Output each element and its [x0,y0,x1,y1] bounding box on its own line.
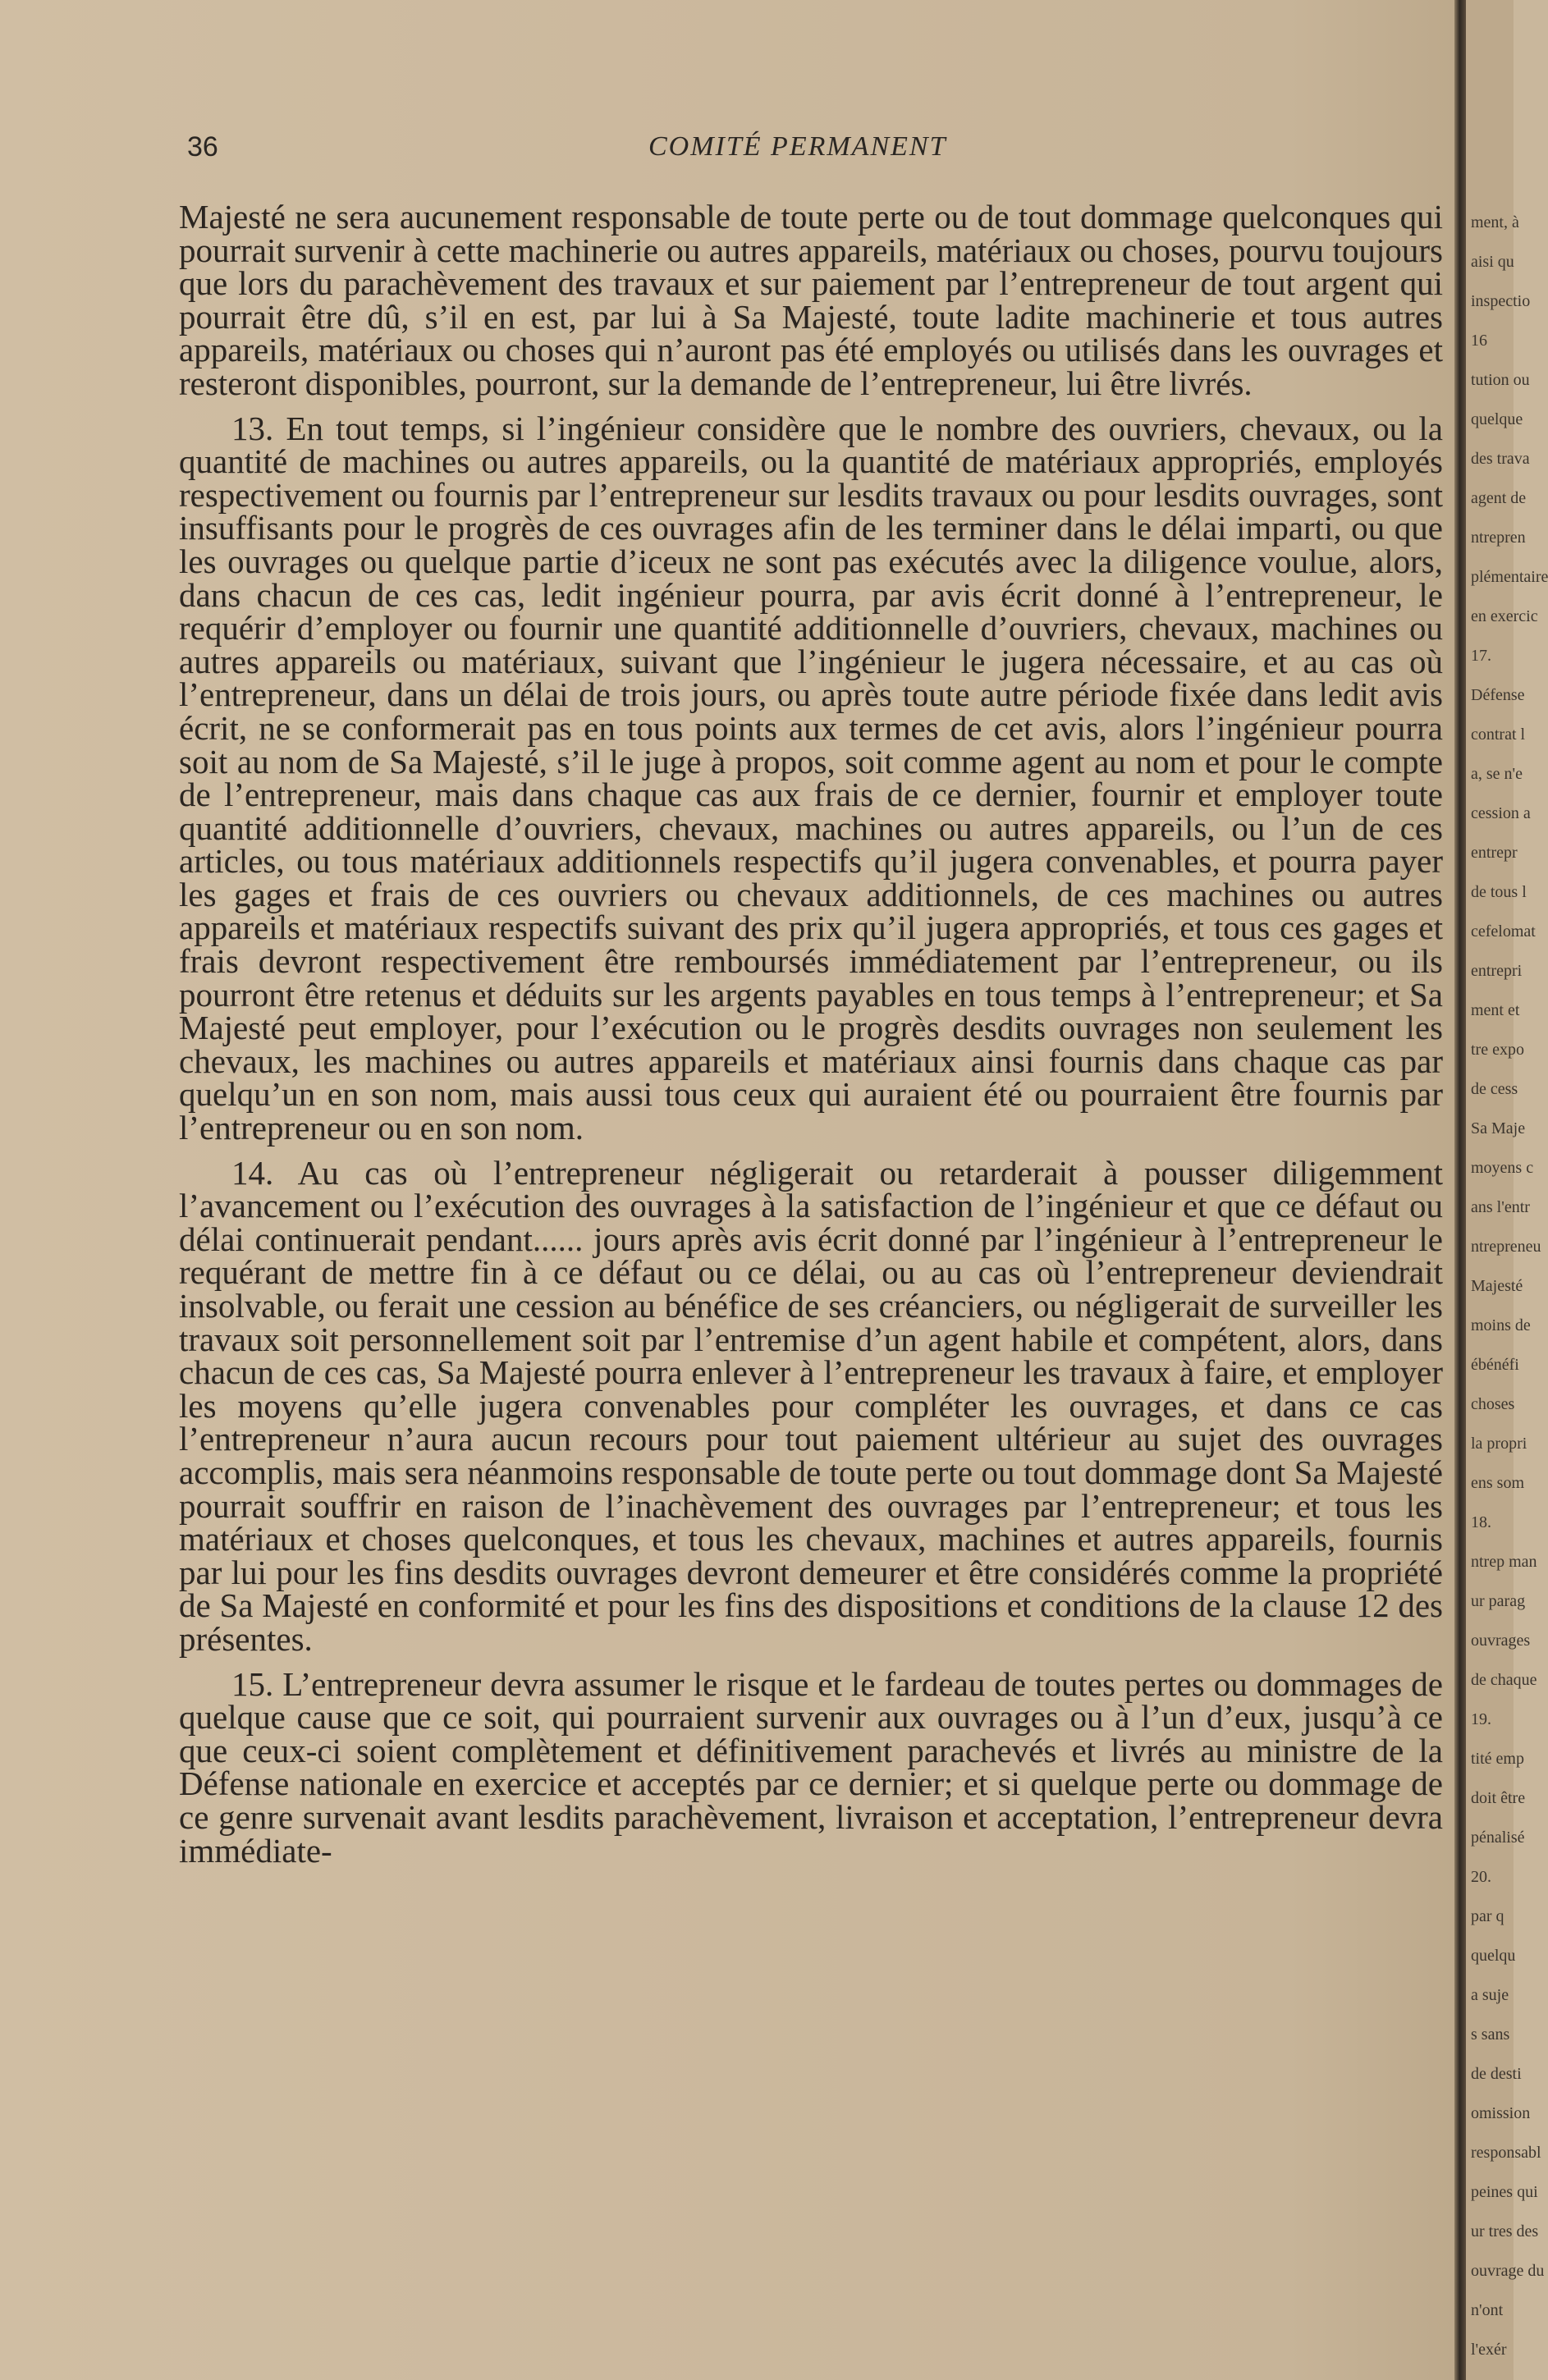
adjacent-page-fragment: ens som [1471,1474,1524,1492]
adjacent-page-fragment: ntrep man [1471,1553,1537,1571]
adjacent-page-fragment: ment, à [1471,213,1519,231]
adjacent-page-fragment: de cess [1471,1080,1518,1098]
adjacent-page-fragment: plémentaire [1471,568,1548,586]
adjacent-page-fragment: quelque [1471,410,1523,428]
adjacent-page-fragment: omission [1471,2104,1531,2122]
adjacent-page-fragment: ouvrages [1471,1632,1531,1650]
paragraph-clause-13: 13. En tout temps, si l’ingénieur considère que le nombre des ouvriers, chevaux, ou la quantité de machines ou autres appareils, ou la quantité de matériaux appropriés, employés respectivement ou fournis par l’entrepreneur sur lesdits travaux ou pour lesdits ouvrages, sont insuffisants pour le progrès de ces ouvrages afin de les terminer dans le délai imparti, ou que les ouvrages ou quelque partie d’iceux ne sont pas exécutés avec la diligence voulue, alors, dans chacun de ces cas, ledit ingénieur pourra, par avis écrit donné à l’entrepreneur, le requérir d’employer ou fournir une quantité additionnelle d’ouvriers, chevaux, machines ou autres appareils ou matériaux, suivant que l’ingénieur le jugera nécessaire, et au cas où l’entrepreneur, dans un délai de trois jours, ou après toute autre période fixée dans ledit avis écrit, ne se conformerait pas en tous points aux termes de cet avis, alors l’ingénieur pourra soit au nom de Sa Majesté, s’il le juge à propos, soit comme agent au nom et pour le compte de l’entrepreneur, mais dans chaque cas aux frais de ce dernier, fournir et employer toute quantité additionnelle d’ouvriers, chevaux, machines ou autres appareils, ou l’un de ces articles, ou tous matériaux additionnels respectifs qu’il jugera convenables, et pourra payer les gages et frais de ces ouvriers ou chevaux additionnels, de ces machines ou autres appareils et matériaux respectifs suivant des prix qu’il jugera appropriés, et tous ces gages et frais devront respectivement être remboursés immédiatement par l’entrepreneur, ou ils pourront être retenus et déduits sur les argents payables en tous temps à l’entrepreneur; et Sa Majesté peut employer, pour l’exécution ou le progrès desdits ouvrages non seulement les chevaux, les machines ou autres appareils et matériaux ainsi fournis dans chaque cas par quelqu’un en son nom, mais aussi tous ceux qui auraient été ou pourraient être fournis par l’entrepreneur ou en son nom. [179,409,1443,1147]
adjacent-page-fragment: en exercic [1471,607,1538,625]
adjacent-page-fragment: ébénéfi [1471,1356,1519,1374]
adjacent-page-fragment: s sans [1471,2025,1510,2044]
adjacent-page-fragment: cefelomat [1471,922,1536,941]
adjacent-page-fragment: ment et [1471,1001,1520,1019]
adjacent-page-fragment: de chaque [1471,1671,1537,1689]
adjacent-page-fragment: moyens c [1471,1159,1534,1177]
adjacent-page-fragment: a, se n'e [1471,765,1523,783]
adjacent-page-fragment: tre expo [1471,1041,1524,1059]
adjacent-page-fragment: 19. [1471,1710,1491,1728]
adjacent-page-fragment: inspectio [1471,292,1531,310]
paragraph-clause-14: 14. Au cas où l’entrepreneur négligerait ou retarderait à pousser diligemment l’avancement ou l’exécution des ouvrages à la satisfaction de l’ingénieur et que ce défaut ou délai continuerait pendant...... jours après avis écrit donné par l’ingénieur à l’entrepreneur le requérant de mettre fin à ce défaut ou ce délai, ou au cas où l’entrepreneur deviendrait insolvable, ou ferait une cession au bénéfice de ses créanciers, ou négligerait de surveiller les travaux soit personnellement soit par l’entremise d’un agent habile et compétent, alors, dans chacun de ces cas, Sa Majesté pourra enlever à l’entrepreneur les travaux à faire, et employer les moyens qu’elle jugera convenables pour compléter les ouvrages, et dans ce cas l’entrepreneur n’aura aucun recours pour tout paiement ultérieur au sujet des ouvrages accomplis, mais sera néanmoins responsable de toute perte ou tout dommage dont Sa Majesté pourrait souffrir en raison de l’inachèvement des ouvrages par l’entrepreneur; et tous les matériaux et choses quelconques, et tous les chevaux, machines et autres appareils, fournis par lui pour les fins desdits ouvrages devront demeurer et être considérés comme la propriété de Sa Majesté en conformité et pour les fins des dispositions et conditions de la clause 12 des présentes. [179,1153,1443,1658]
adjacent-page-fragment: choses [1471,1395,1515,1413]
adjacent-page-fragment: entrepri [1471,962,1523,980]
adjacent-page-fragment: de tous l [1471,883,1527,901]
adjacent-page-fragment: moins de [1471,1316,1531,1334]
book-spine-shadow [1454,0,1466,2380]
adjacent-page-fragment: ans l'entr [1471,1198,1530,1216]
page-header [0,131,1454,164]
adjacent-page-fragment: ur parag [1471,1592,1526,1610]
adjacent-page-fragment: 16 [1471,332,1487,350]
adjacent-page-fragment: agent de [1471,489,1527,507]
adjacent-page-edge [1466,0,1548,2380]
adjacent-page-fragment: Défense [1471,686,1525,704]
adjacent-page-fragment: Majesté [1471,1277,1523,1295]
adjacent-page-fragment: Sa Maje [1471,1119,1526,1137]
running-head: COMITÉ PERMANENT [648,131,947,162]
adjacent-page-fragment: la propri [1471,1435,1527,1453]
adjacent-page-fragment: doit être [1471,1789,1526,1807]
adjacent-page-fragment: ntrepren [1471,529,1526,547]
adjacent-page-fragment: peines qui [1471,2183,1538,2201]
adjacent-page-fragment: tution ou [1471,371,1530,389]
adjacent-page-fragment: a suje [1471,1986,1509,2004]
adjacent-page-fragment: ntrepreneu [1471,1238,1541,1256]
adjacent-page-fragment: quelqu [1471,1947,1516,1965]
body-text [179,200,1443,1879]
adjacent-page-fragment: ouvrage du [1471,2262,1545,2280]
adjacent-page-fragment: 17. [1471,647,1491,665]
adjacent-page-fragment: contrat l [1471,725,1526,744]
paragraph-continuation: Majesté ne sera aucunement responsable de toute perte ou de tout dommage quelconques qui pourrait survenir à cette machinerie ou autres appareils, matériaux ou choses, pourvu toujours que lors du parachèvement des travaux et sur paiement par l’entrepreneur de tout argent qui pourrait être dû, s’il en est, par lui à Sa Majesté, toute ladite machinerie et tous autres appareils, matériaux ou choses qui n’auront pas été employés ou utilisés dans les ouvrages et resteront disponibles, pourront, sur la demande de l’entrepreneur, lui être livrés. [179,198,1443,402]
page-number: 36 [187,131,218,162]
adjacent-page-fragment: pénalisé [1471,1828,1525,1847]
adjacent-page-fragment: des trava [1471,450,1530,468]
adjacent-page-fragment: tité emp [1471,1750,1524,1768]
paragraph-clause-15: 15. L’entrepreneur devra assumer le risque et le fardeau de toutes pertes ou dommages de quelque cause que ce soit, qui pourraient survenir aux ouvrages ou à l’un d’eux, jusqu’à ce que ceux-ci soient complètement et définitivement parachevés et livrés au ministre de la Défense nationale en exercice et acceptés par ce dernier; et si quelque perte ou dommage de ce genre survenait avant lesdits parachèvement, livraison et acceptation, l’entrepreneur devra immédiate- [179,1664,1443,1870]
adjacent-page-fragment: responsabl [1471,2144,1541,2162]
adjacent-page-fragment: aisi qu [1471,253,1514,271]
adjacent-page-fragment: de desti [1471,2065,1522,2083]
adjacent-page-fragment: 20. [1471,1868,1491,1886]
adjacent-page-fragment: ur tres des [1471,2222,1539,2240]
adjacent-page-fragment: l'exér [1471,2341,1507,2359]
adjacent-page-fragment: entrepr [1471,844,1518,862]
adjacent-page-fragment: 18. [1471,1513,1491,1531]
adjacent-page-fragment: cession a [1471,804,1531,822]
adjacent-page-fragment: par q [1471,1907,1504,1925]
adjacent-page-fragment: n'ont [1471,2301,1504,2319]
